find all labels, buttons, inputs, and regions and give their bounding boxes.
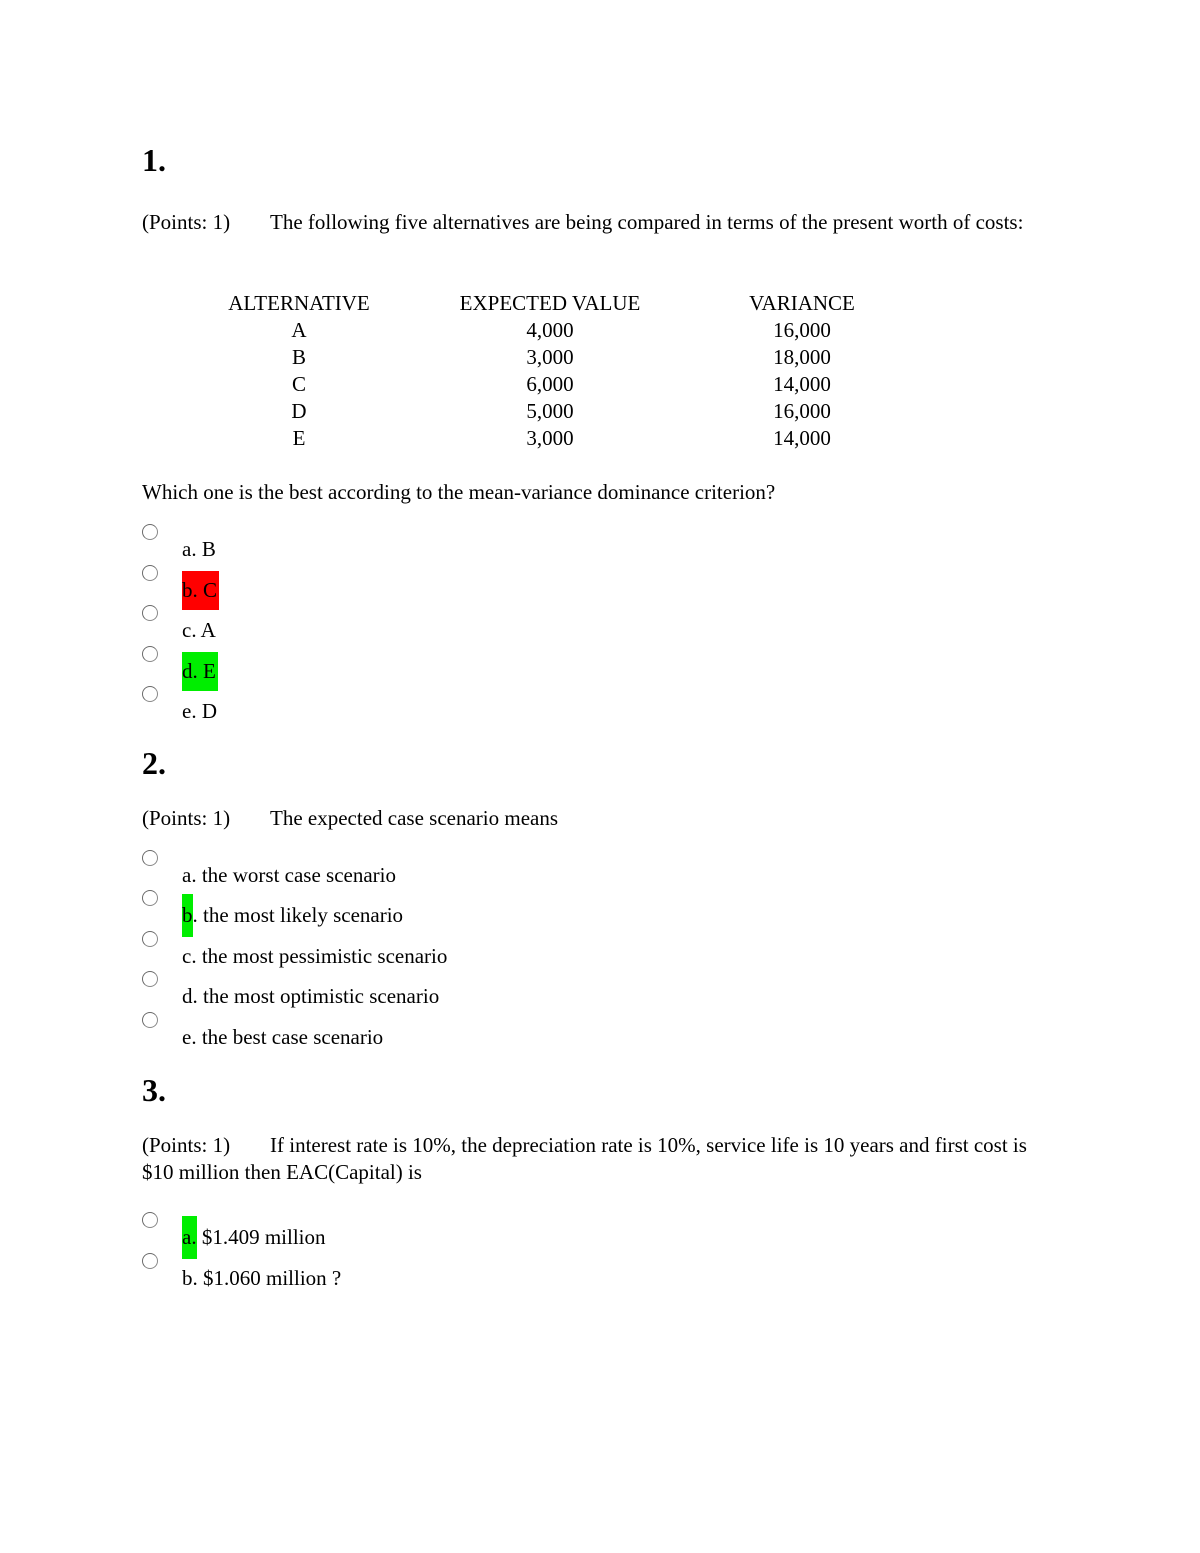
answer-option[interactable] bbox=[142, 971, 1062, 1012]
table-header-row bbox=[174, 290, 928, 317]
option-label: e. the best case scenario bbox=[182, 1024, 384, 1049]
question-text bbox=[142, 1132, 1062, 1186]
answer-option[interactable] bbox=[142, 1012, 1062, 1053]
table-row bbox=[174, 398, 928, 425]
question-number: 3. bbox=[142, 1072, 166, 1108]
points-label: (Points: 1) bbox=[142, 1133, 231, 1157]
table-cell: 3,000 bbox=[526, 426, 574, 450]
question-body: The expected case scenario means bbox=[270, 805, 559, 830]
radio-button[interactable] bbox=[142, 890, 158, 906]
option-label: a. B bbox=[182, 537, 216, 561]
points-label: (Points: 1) bbox=[142, 805, 231, 830]
table-cell: 14,000 bbox=[773, 426, 831, 450]
option-label: c. the most pessimistic scenario bbox=[182, 943, 448, 968]
radio-button[interactable] bbox=[142, 1212, 158, 1228]
table-cell: 5,000 bbox=[526, 399, 574, 423]
radio-button[interactable] bbox=[142, 565, 158, 581]
question-1 bbox=[142, 140, 1062, 727]
question-body: If interest rate is 10%, the depreciation rate is 10%, service life is 10 years and first cost is $10 million then EAC(Capital) is bbox=[142, 1133, 1027, 1184]
answer-option[interactable] bbox=[142, 646, 1062, 687]
table-cell: 4,000 bbox=[526, 318, 574, 342]
table-cell: D bbox=[291, 399, 307, 423]
radio-button[interactable] bbox=[142, 971, 158, 987]
option-label: e. D bbox=[182, 699, 217, 723]
radio-button[interactable] bbox=[142, 850, 158, 866]
radio-button[interactable] bbox=[142, 1253, 158, 1269]
radio-button[interactable] bbox=[142, 1012, 158, 1028]
option-label: d. the most optimistic scenario bbox=[182, 984, 440, 1008]
question-number: 1. bbox=[142, 142, 166, 178]
table-row bbox=[174, 317, 928, 344]
answer-option[interactable] bbox=[142, 686, 1062, 727]
sub-question: Which one is the best according to the mean-variance dominance criterion? bbox=[142, 480, 776, 504]
answer-option[interactable] bbox=[142, 565, 1062, 606]
option-label: a. the worst case scenario bbox=[182, 862, 396, 887]
radio-button[interactable] bbox=[142, 686, 158, 702]
answer-option[interactable] bbox=[142, 605, 1062, 646]
correct-marker: a. bbox=[182, 1216, 197, 1259]
answer-option[interactable] bbox=[142, 1212, 1062, 1253]
table-row bbox=[174, 344, 928, 371]
table-row bbox=[174, 371, 928, 398]
table-cell: 16,000 bbox=[773, 318, 831, 342]
question-3 bbox=[142, 1070, 1062, 1293]
table-row bbox=[174, 425, 928, 452]
answer-options bbox=[142, 524, 1062, 727]
option-label-correct: d. E bbox=[182, 652, 218, 691]
table-cell: A bbox=[291, 318, 307, 342]
answer-option[interactable] bbox=[142, 1253, 1062, 1294]
radio-button[interactable] bbox=[142, 605, 158, 621]
table-cell: 18,000 bbox=[773, 345, 831, 369]
alternatives-table bbox=[174, 290, 928, 452]
correct-marker: b bbox=[182, 894, 193, 937]
question-text bbox=[142, 209, 1062, 236]
quiz-page bbox=[142, 140, 1062, 1293]
table-cell: E bbox=[292, 426, 306, 450]
table-cell: 14,000 bbox=[773, 372, 831, 396]
answer-option[interactable] bbox=[142, 890, 1062, 931]
answer-option[interactable] bbox=[142, 850, 1062, 891]
answer-option[interactable] bbox=[142, 524, 1062, 565]
table-header: VARIANCE bbox=[749, 291, 855, 315]
radio-button[interactable] bbox=[142, 646, 158, 662]
question-text bbox=[142, 805, 1062, 832]
radio-button[interactable] bbox=[142, 524, 158, 540]
answer-options bbox=[142, 1212, 1062, 1293]
table-cell: 6,000 bbox=[526, 372, 574, 396]
answer-options bbox=[142, 850, 1062, 1053]
option-label: b. $1.060 million ? bbox=[182, 1265, 342, 1290]
table-header: EXPECTED VALUE bbox=[459, 291, 641, 315]
question-2 bbox=[142, 743, 1062, 1053]
question-number: 2. bbox=[142, 744, 166, 781]
table-cell: 16,000 bbox=[773, 399, 831, 423]
option-label-incorrect: b. C bbox=[182, 571, 219, 610]
points-label: (Points: 1) bbox=[142, 210, 231, 234]
table-header: ALTERNATIVE bbox=[228, 291, 370, 315]
table-cell: C bbox=[291, 372, 306, 396]
answer-option[interactable] bbox=[142, 931, 1062, 972]
radio-button[interactable] bbox=[142, 931, 158, 947]
table-cell: B bbox=[291, 345, 306, 369]
option-label: b. the most likely scenario bbox=[182, 902, 403, 937]
option-label: a. $1.409 million bbox=[182, 1224, 326, 1259]
table-cell: 3,000 bbox=[526, 345, 574, 369]
option-label: c. A bbox=[182, 618, 216, 642]
question-body: The following five alternatives are being compared in terms of the present worth of costs: bbox=[270, 210, 1024, 234]
